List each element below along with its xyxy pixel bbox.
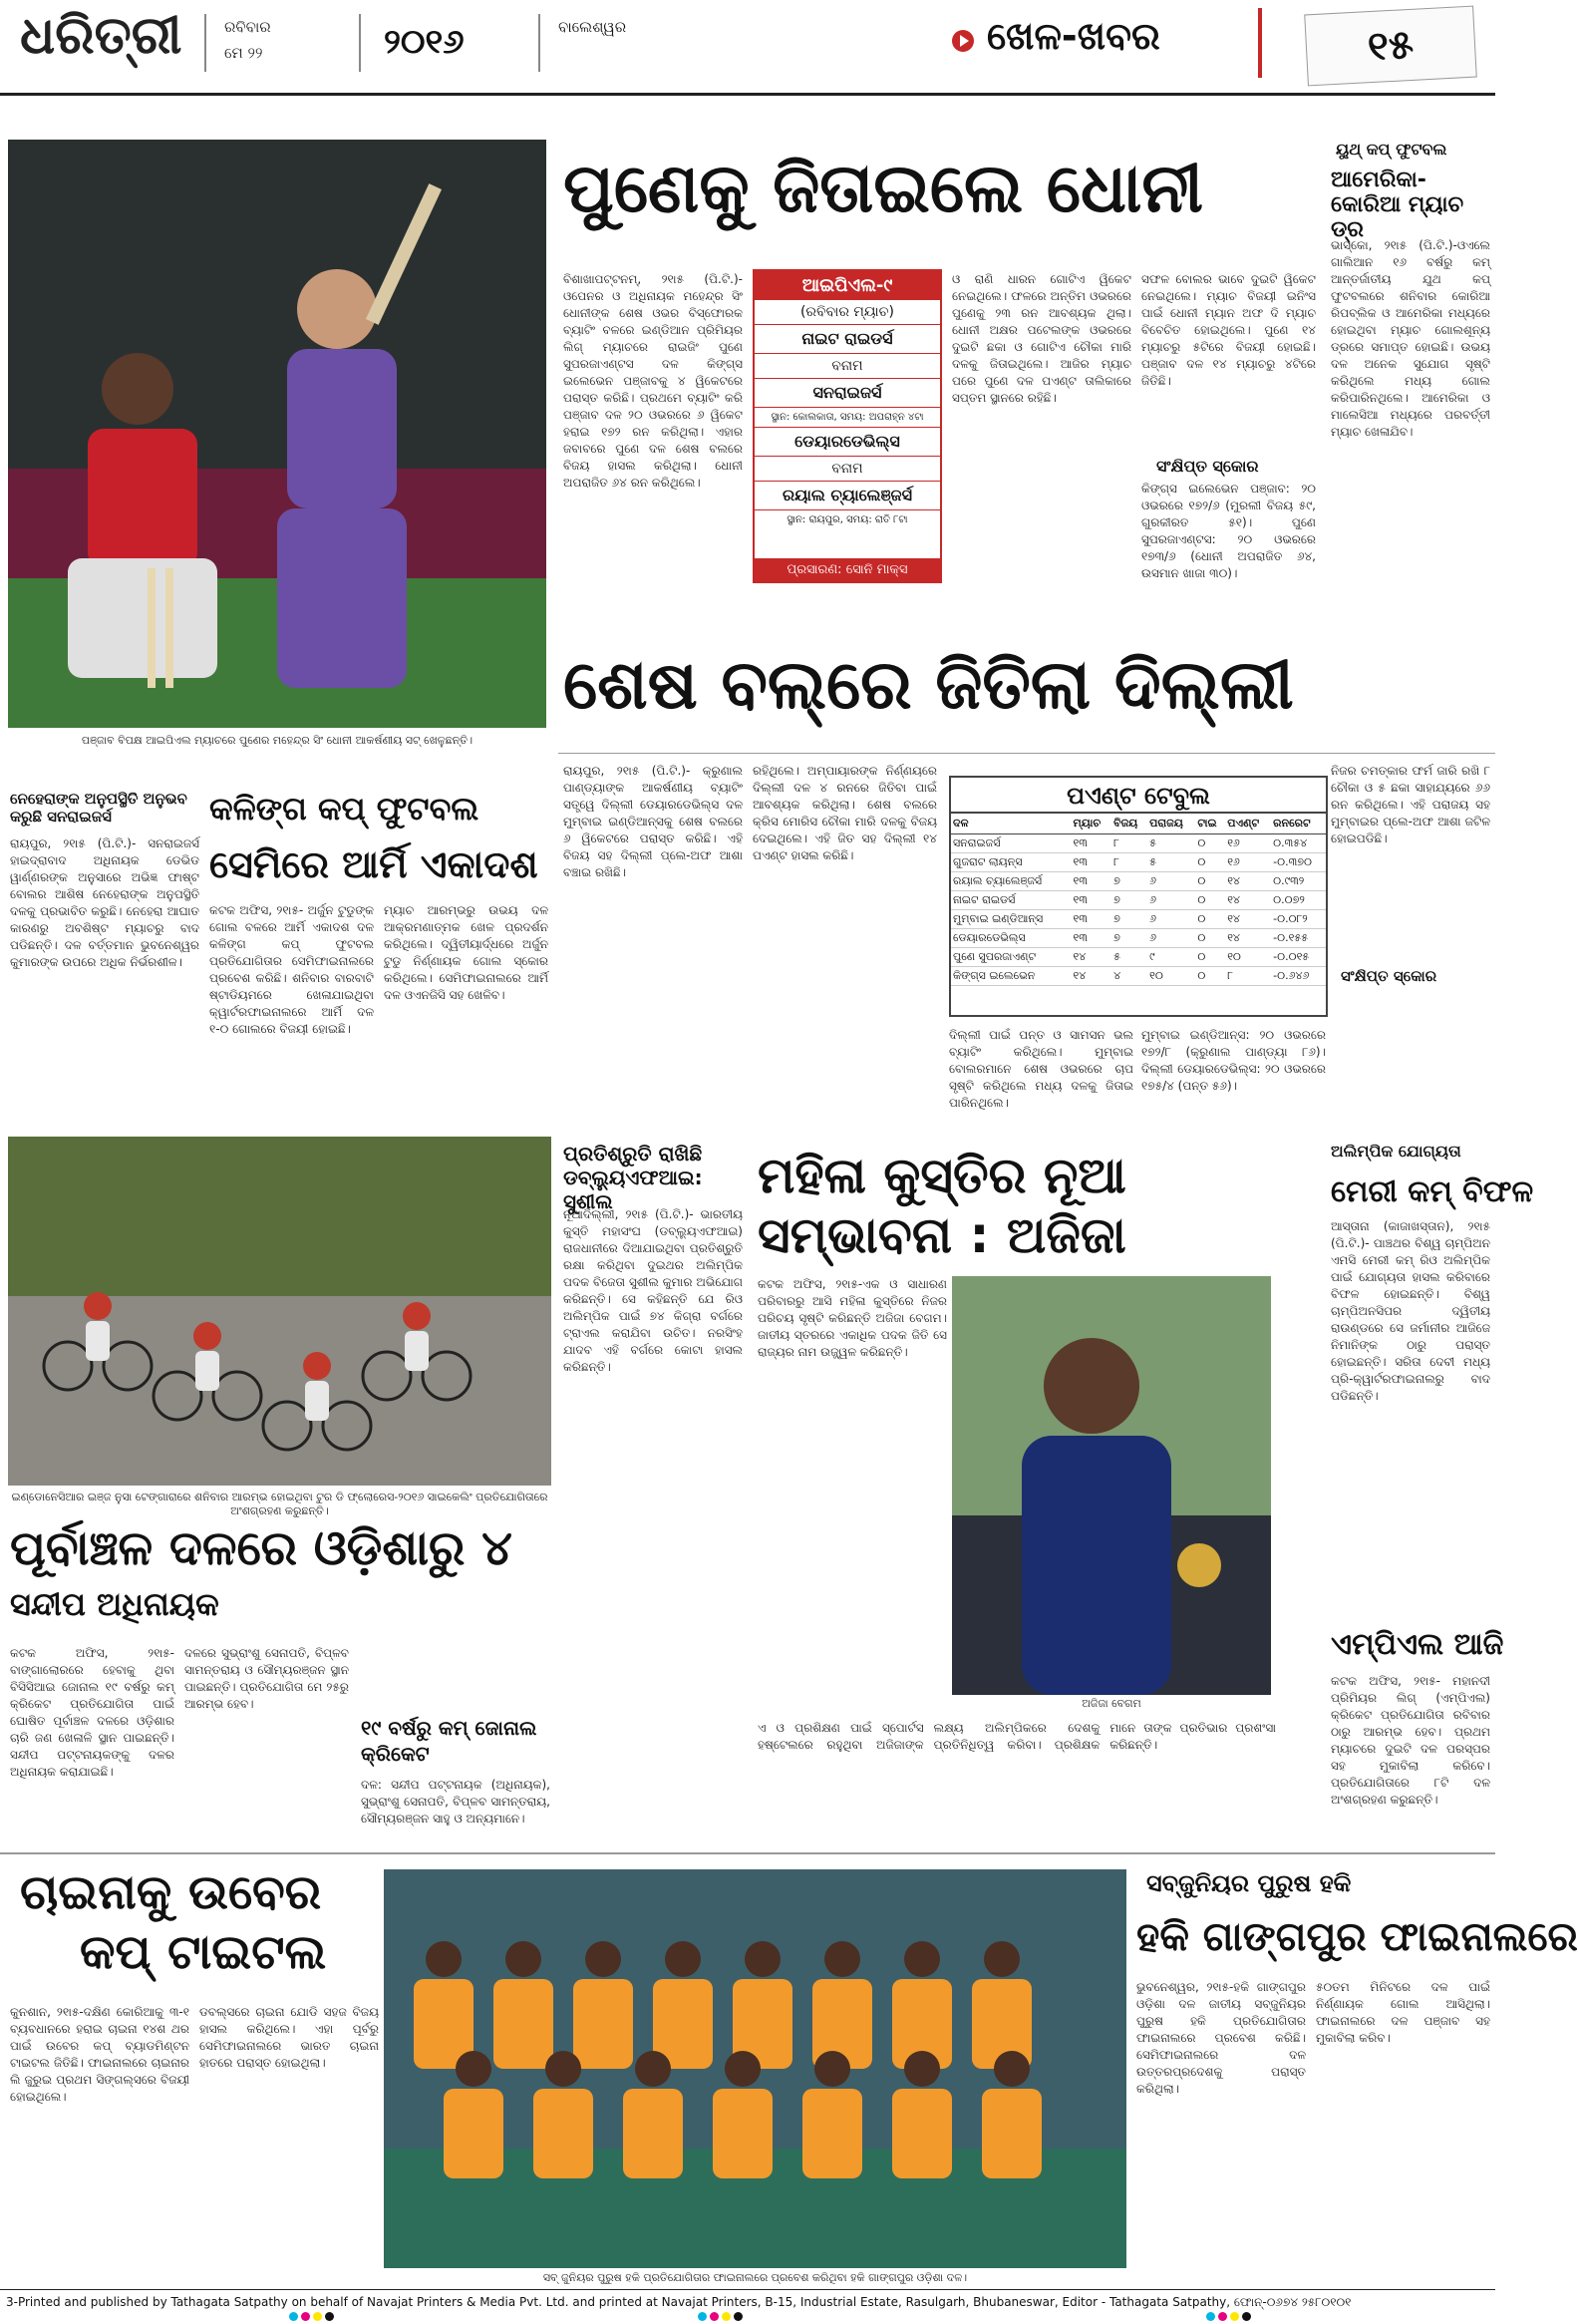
table-cell: ୧୩: [1072, 910, 1112, 929]
column-header: ପରାଜୟ: [1147, 814, 1195, 834]
youth-cup-kicker: ୟୁଥ୍‌ କପ୍‌ ଫୁଟବଲ: [1336, 140, 1447, 159]
column-header: ଟାଇ: [1195, 814, 1225, 834]
table-cell: ଡେୟାରଡେଭିଲ୍ସ: [951, 929, 1072, 948]
table-cell: ୧୬: [1225, 834, 1271, 853]
table-cell: ୦: [1195, 834, 1225, 853]
china-body-col1: କୁନଶାନ, ୨୧ା୫-ଦକ୍ଷିଣ କୋରିଆକୁ ୩-୧ ବ୍ୟବଧାନରେ ହରାଇ ଚାଇନା ୧୪ଶ ଥର ପାଇଁ ଉବେର କପ୍‌ ବ୍ୟାଡମିଣ୍ଟନ ଟାଇଟଲ ଜିତିଛି। ଫାଇନାଲରେ ଚାଇନାର ଲି ଜୁରୁଇ ପ୍ରଥମ ସିଙ୍ଗଲ୍ସରେ ବିଜୟୀ ହୋଇଥିଲେ।: [10, 2005, 189, 2104]
wfi-headline: ପ୍ରତିଶ୍ରୁତି ରାଖିଛି ଡବ୍ଲ୍ୟୁଏଫଆଇ: ସୁଶୀଲ: [563, 1142, 703, 1213]
delhi-headline: ଶେଷ ବଲ୍‌ରେ ଜିତିଲା ଦିଲ୍ଲୀ: [563, 646, 1294, 725]
eastzone-headline: ପୂର୍ବାଞ୍ଚଳ ଦଳରେ ଓଡ଼ିଶାରୁ ୪: [10, 1520, 512, 1576]
table-cell: ପୁଣେ ସୁପରଜାଏଣ୍ଟ: [951, 948, 1072, 967]
table-cell: ୧୪: [1072, 967, 1112, 986]
play-icon: [952, 30, 974, 52]
fixture-subtitle: (ରବିବାର ମ୍ୟାଚ): [755, 300, 940, 325]
table-cell: ୦: [1195, 929, 1225, 948]
main-story-col3: ସଫଳ ବୋଲର ଭାବେ ଦୁଇଟି ୱିକେଟ ନେଇଥିଲେ। ମ୍ୟାଚ ବିଜୟୀ ଇନିଂସ ପାଇଁ ଧୋନୀ ମ୍ୟାନ ଅଫ ଦି ମ୍ୟାଚ ବିବେଚିତ ହୋଇଥିଲେ। ପୁଣେ ୧୪ ମ୍ୟାଚରୁ ୫ଟିରେ ବିଜୟୀ ହୋଇଛି। ପଞ୍ଜାବ ଦଳ ୧୪ ମ୍ୟାଚରୁ ୪ଟିରେ ଜିତିଛି।: [1141, 272, 1316, 388]
table-cell: ୭: [1111, 910, 1147, 929]
day-label: ରବିବାର: [224, 18, 271, 36]
points-table: [949, 776, 1328, 1017]
table-cell: ୦: [1195, 948, 1225, 967]
table-cell: ୧୪: [1225, 929, 1271, 948]
fixture-venue: ସ୍ଥାନ: କୋଲକାତା, ସମୟ: ଅପରାହ୍ନ ୪ଟା: [755, 408, 940, 428]
fixture-team: ସନରାଇଜର୍ସ: [755, 379, 940, 408]
registration-marks: [698, 2310, 746, 2320]
olympic-kicker: ଅଲିମ୍ପିକ ଯୋଗ୍ୟତା: [1331, 1142, 1461, 1161]
page-number: ୧୫: [1304, 6, 1477, 87]
registration-marks: [289, 2310, 337, 2320]
delhi-story-col3: ଦିଲ୍ଲୀ ପାଇଁ ପନ୍ତ ଓ ସାମସନ ଭଲ ବ୍ୟାଟିଂ କରିଥିଲେ। ମୁମ୍ବାଇ ବୋଲରମାନେ ଶେଷ ଓଭରରେ ଚାପ ସୃଷ୍ଟି କରିଥିଲେ ମଧ୍ୟ ଦଳକୁ ଜିତାଇ ପାରିନଥିଲେ।: [949, 1028, 1133, 1110]
black-dot: [1242, 2312, 1251, 2321]
hockey-body-col2: ୫୦ତମ ମିନିଟରେ ଦଳ ପାଇଁ ନିର୍ଣ୍ଣାୟକ ଗୋଲ ଆସିଥିଲା। ଫାଇନାଲରେ ଦଳ ପଞ୍ଜାବ ସହ ମୁକାବିଲା କରିବ।: [1316, 1980, 1490, 2045]
table-cell: ୫: [1111, 948, 1147, 967]
fixture-team: ଡେୟାରଡେଭିଲ୍ସ: [755, 428, 940, 457]
table-cell: ରୟାଲ ଚ୍ୟାଲେଞ୍ଜର୍ସ: [951, 872, 1072, 891]
nehra-body: ରାୟପୁର, ୨୧ା୫ (ପି.ଟି.)- ସନରାଇଜର୍ସ ହାଇଦ୍ରାବାଦ ଅଧିନାୟକ ଡେଭିଡ ୱାର୍ଣ୍ଣରଙ୍କ ଅନୁସାରେ ଅଭିଜ୍ଞ ଫାଷ୍ଟ ବୋଲର ଆଶିଷ ନେହେରାଙ୍କ ଅନୁପସ୍ଥିତି ଦଳକୁ ପ୍ରଭାବିତ କରୁଛି। ନେହେରା ଆଘାତ କାରଣରୁ ଅବଶିଷ୍ଟ ମ୍ୟାଚରୁ ବାଦ ପଡିଛନ୍ତି। ଦଳ ବର୍ତ୍ତମାନ ଭୁବନେଶ୍ୱର କୁମାରଙ୍କ ଉପରେ ଅଧିକ ନିର୍ଭରଶୀଳ।: [10, 836, 199, 969]
table-cell: ୬: [1147, 910, 1195, 929]
table-cell: ୬: [1147, 891, 1195, 910]
eastzone-body-col2: ଦଳରେ ସୁଭ୍ରାଂଶୁ ସେନାପତି, ବିପ୍ଳବ ସାମନ୍ତରାୟ ଓ ସୌମ୍ୟରଞ୍ଜନ ସ୍ଥାନ ପାଇଛନ୍ତି। ପ୍ରତିଯୋଗିତା ମେ ୨୫ରୁ ଆରମ୍ଭ ହେବ।: [184, 1646, 349, 1711]
cyan-dot: [1206, 2312, 1215, 2321]
wrestling-body-col2: ଏ ଓ ପ୍ରଶିକ୍ଷଣ ପାଇଁ ସ୍ପୋର୍ଟସ ହଷ୍ଟେଲରେ ରହୁଥିବା ଅଜିଜାଙ୍କ ଲକ୍ଷ୍ୟ ଅଲିମ୍ପିକରେ ଦେଶକୁ ପ୍ରତିନିଧିତ୍ୱ କରିବା। ପ୍ରଶିକ୍ଷକ ମାନେ ତାଙ୍କ ପ୍ରତିଭାର ପ୍ରଶଂସା କରିଛନ୍ତି।: [758, 1721, 1276, 1752]
dhoni-photo-caption: ପଞ୍ଜାବ ବିପକ୍ଷ ଆଇପିଏଲ ମ୍ୟାଚରେ ପୁଣେର ମହେନ୍ଦ୍ର ସିଂ ଧୋନୀ ଆକର୍ଷଣୀୟ ସଟ୍‌ ଖେଳୁଛନ୍ତି।: [81, 734, 473, 747]
fixture-broadcast: ପ୍ରସାରଣ: ସୋନି ମାକ୍ସ: [755, 558, 940, 581]
fixture-team: ରୟାଲ ଚ୍ୟାଲେଞ୍ଜର୍ସ: [755, 482, 940, 510]
delhi-story-col1: ରାୟପୁର, ୨୧ା୫ (ପି.ଟି.)- କ୍ରୁଣାଲ ପାଣ୍ଡ୍ୟାଙ୍କ ଆକର୍ଷଣୀୟ ବ୍ୟାଟିଂ ସତ୍ତ୍ୱେ ଦିଲ୍ଲୀ ଡେୟାରଡେଭିଲ୍ସ ଦଳ ମୁମ୍ବାଇ ଇଣ୍ଡିଆନ୍ସକୁ ଶେଷ ବଲରେ ୬ ୱିକେଟରେ ପରାସ୍ତ କରିଛି। ଏହି ବିଜୟ ସହ ଦିଲ୍ଲୀ ପ୍ଲେ-ଅଫ ଆଶା ବଞ୍ଚାଇ ରଖିଛି।: [563, 764, 743, 879]
kalinga-body-col1: କଟକ ଅଫିସ, ୨୧ା୫- ଅର୍ଜୁନ ଟୁଡୁଙ୍କ ଗୋଲ ବଳରେ ଆର୍ମି ଏକାଦଶ ଦଳ କଳିଙ୍ଗ କପ୍‌ ଫୁଟବଲ ପ୍ରତିଯୋଗିତାର ସେମିଫାଇନାଲରେ ପ୍ରବେଶ କରିଛି। ଶନିବାର ବାରବାଟି ଷ୍ଟାଡିୟମରେ ଖେଳାଯାଇଥିବା କ୍ୱାର୍ଟରଫାଇନାଲରେ ଆର୍ମି ଦଳ ୧-୦ ଗୋଲରେ ବିଜୟୀ ହୋଇଛି।: [209, 903, 374, 1036]
youth-cup-headline: ଆମେରିକା-କୋରିଆ ମ୍ୟାଚ ଡ୍ର: [1331, 167, 1464, 242]
wrestler-photo: [952, 1276, 1271, 1695]
table-cell: ୦: [1195, 891, 1225, 910]
imprint-text: 3-Printed and published by Tathagata Satpathy on behalf of Navajat Printers & Media Pvt. Ltd. and printed at Navajat Printers, B-15, Industrial Estate, Rasulgarh, Bhubaneswar, Editor - Tathagata Satpathy, ଫୋନ୍‌-୦୬୭୪ ୨୫୮୦୧୦୧: [6, 2295, 1352, 2309]
table-cell: ୮: [1225, 967, 1271, 986]
main-story-col2: ଓ ରାଣି ଧାରନ ଗୋଟିଏ ୱିକେଟ ନେଇଥିଲେ। ଫଳରେ ଅନ୍ତିମ ଓଭରରେ ପୁଣେକୁ ୨୩ ରନ ଆବଶ୍ୟକ ଥିଲା। ଧୋନୀ ଅକ୍ଷର ପଟେଲଙ୍କ ଓଭରରେ ଦୁଇଟି ଛକା ଓ ଗୋଟିଏ ଚୌକା ମାରି ଦଳକୁ ଜିତାଇଥିଲେ। ଆଜିର ମ୍ୟାଚ ପରେ ପୁଣେ ଦଳ ପଏଣ୍ଟ ତାଲିକାରେ ସପ୍ତମ ସ୍ଥାନରେ ରହିଛି।: [952, 272, 1131, 405]
eastzone-subheadline: ସନ୍ଦୀପ ଅଧିନାୟକ: [10, 1585, 219, 1623]
table-cell: -୦.୦୮୨: [1271, 910, 1326, 929]
wfi-body: ନୂଆଦିଲ୍ଲୀ, ୨୧ା୫ (ପି.ଟି.)- ଭାରତୀୟ କୁସ୍ତି ମହାସଂଘ (ଡବ୍ଲ୍ୟୁଏଫଆଇ) ରାଜଧାନୀରେ ଦିଆଯାଇଥିବା ପ୍ରତିଶ୍ରୁତି ରକ୍ଷା କରିଥିବା ଦୁଇଥର ଅଲିମ୍ପିକ ପଦକ ବିଜେତା ସୁଶୀଲ କୁମାର ଅଭିଯୋଗ କରିଛନ୍ତି। ସେ କହିଛନ୍ତି ଯେ ରିଓ ଅଲିମ୍ପିକ ପାଇଁ ୭୪ କିଗ୍ରା ବର୍ଗରେ ଟ୍ରାଏଲ କରାଯିବା ଉଚିତ। ନରସିଂହ ଯାଦବ ଏହି ବର୍ଗରେ କୋଟା ହାସଲ କରିଛନ୍ତି।: [563, 1207, 743, 1374]
delhi-score-text: ମୁମ୍ବାଇ ଇଣ୍ଡିଆନ୍ସ: ୨୦ ଓଭରରେ ୧୭୨/୮ (କ୍ରୁଣାଲ ପାଣ୍ଡ୍ୟା ୮୬)। ଦିଲ୍ଲୀ ଡେୟାରଡେଭିଲ୍ସ: ୨୦ ଓଭରରେ ୧୭୫/୪ (ପନ୍ତ ୫୬)।: [1141, 1028, 1326, 1093]
china-headline-line2: କପ୍‌ ଟାଇଟଲ: [80, 1924, 327, 1980]
table-cell: ମୁମ୍ବାଇ ଇଣ୍ଡିଆନ୍ସ: [951, 910, 1072, 929]
table-row: [951, 872, 1326, 891]
column-header: ମ୍ୟାଚ: [1072, 814, 1112, 834]
wrestling-body-col1: କଟକ ଅଫିସ, ୨୧ା୫-ଏକ ଓ ସାଧାରଣ ପରିବାରରୁ ଆସି ମହିଳା କୁସ୍ତିରେ ନିଜର ପରିଚୟ ସୃଷ୍ଟି କରିଛନ୍ତି ଅଜିଜା ବେଗମ। ଜାତୀୟ ସ୍ତରରେ ଏକାଧିକ ପଦକ ଜିତି ସେ ରାଜ୍ୟର ନାମ ଉଜ୍ଜ୍ୱଳ କରିଛନ୍ତି।: [758, 1277, 947, 1359]
table-cell: ୦.୩୫୪: [1271, 834, 1326, 853]
table-cell: ୬: [1147, 929, 1195, 948]
main-story-col1: ବିଶାଖାପଟ୍ଟନମ୍‌, ୨୧ା୫ (ପି.ଟି.)- ଓପେନର ଓ ଅଧିନାୟକ ମହେନ୍ଦ୍ର ସିଂ ଧୋନୀଙ୍କ ଶେଷ ଓଭର ବିସ୍ଫୋରକ ବ୍ୟାଟିଂ ବଳରେ ଇଣ୍ଡିଆନ ପ୍ରିମିୟର ଲିଗ୍‌ ମ୍ୟାଚରେ ରାଇଜିଂ ପୁଣେ ସୁପରଜାଏଣ୍ଟସ ଦଳ କିଙ୍ଗ୍‌ସ ଇଲେଭେନ ପଞ୍ଜାବକୁ ୪ ୱିକେଟରେ ପରାସ୍ତ କରିଛି। ପ୍ରଥମେ ବ୍ୟାଟିଂ କରି ପଞ୍ଜାବ ଦଳ ୨୦ ଓଭରରେ ୬ ୱିକେଟ ହରାଇ ୧୭୨ ରନ କରିଥିଲା। ଏହାର ଜବାବରେ ପୁଣେ ଦଳ ଶେଷ ବଲରେ ବିଜୟ ହାସଲ କରିଥିଲା। ଧୋନୀ ଅପରାଜିତ ୬୪ ରନ କରିଥିଲେ।: [563, 272, 743, 490]
fixture-box-title: ଆଇପିଏଲ-୯: [755, 271, 940, 300]
black-dot: [325, 2312, 334, 2321]
table-cell: ୮: [1111, 834, 1147, 853]
table-cell: ୧୩: [1072, 853, 1112, 872]
kalinga-headline: କଳିଙ୍ଗ କପ୍‌ ଫୁଟବଲ: [209, 790, 479, 828]
table-cell: ୭: [1111, 872, 1147, 891]
table-cell: ୧୪: [1225, 872, 1271, 891]
magenta-dot: [301, 2312, 310, 2321]
table-cell: ୧୩: [1072, 929, 1112, 948]
table-cell: ୧୩: [1072, 891, 1112, 910]
table-cell: ୦.୦୭୨: [1271, 891, 1326, 910]
year-label: ୨୦୧୬: [384, 22, 465, 62]
delhi-score-title: ସଂକ୍ଷିପ୍ତ ସ୍କୋର: [1341, 967, 1437, 985]
hockey-body-col1: ଭୁବନେଶ୍ୱର, ୨୧ା୫-ହକି ଗାଙ୍ଗପୁର ଓଡ଼ିଶା ଦଳ ଜାତୀୟ ସବ୍‌ଜୁନିୟର ପୁରୁଷ ହକି ପ୍ରତିଯୋଗିତାର ଫାଇନାଲରେ ପ୍ରବେଶ କରିଛି। ସେମିଫାଇନାଲରେ ଦଳ ଉତ୍ତରପ୍ରଦେଶକୁ ପରାସ୍ତ କରିଥିଲା।: [1136, 1980, 1306, 2096]
points-table-header: [951, 814, 1326, 834]
table-cell: କିଙ୍ଗ୍‌ସ ଇଲେଭେନ: [951, 967, 1072, 986]
accent-bar: [1258, 8, 1262, 78]
table-cell: ୦.୯୩୨: [1271, 872, 1326, 891]
yellow-dot: [313, 2312, 322, 2321]
table-row: [951, 948, 1326, 967]
hockey-photo-caption: ସବ୍‌ ଜୁନିୟର ପୁରୁଷ ହକି ପ୍ରତିଯୋଗିତାର ଫାଇନାଲରେ ପ୍ରବେଶ କରିଥିବା ହକି ଗାଙ୍ଗପୁର ଓଡ଼ିଶା ଦଳ।: [542, 2271, 968, 2284]
table-cell: ନାଇଟ ରାଇଡର୍ସ: [951, 891, 1072, 910]
divider: [538, 14, 540, 72]
table-row: [951, 853, 1326, 872]
table-row: [951, 910, 1326, 929]
table-cell: ୧୪: [1225, 891, 1271, 910]
newspaper-logo: ଧରିତ୍ରୀ: [20, 6, 182, 66]
table-cell: ୦: [1195, 910, 1225, 929]
table-cell: ୦: [1195, 872, 1225, 891]
section-rule: [558, 753, 1495, 754]
table-cell: ୧୪: [1225, 910, 1271, 929]
table-cell: ୧୩: [1072, 872, 1112, 891]
divider: [359, 14, 361, 72]
table-cell: ୬: [1147, 872, 1195, 891]
table-cell: -୦.୦୧୫: [1271, 948, 1326, 967]
hockey-team-photo: [384, 1869, 1126, 2268]
table-cell: ୦: [1195, 853, 1225, 872]
main-headline: ପୁଣେକୁ ଜିତାଇଲେ ଧୋନୀ: [563, 150, 1204, 228]
table-cell: ୪: [1111, 967, 1147, 986]
yellow-dot: [722, 2312, 731, 2321]
opl-body: କଟକ ଅଫିସ, ୨୧ା୫- ମହାନଦୀ ପ୍ରିମିୟର ଲିଗ୍‌ (ଏମ୍‌ପିଏଲ) କ୍ରିକେଟ ପ୍ରତିଯୋଗିତା ରବିବାର ଠାରୁ ଆରମ୍ଭ ହେବ। ପ୍ରଥମ ମ୍ୟାଚରେ ଦୁଇଟି ଦଳ ପରସ୍ପର ସହ ମୁକାବିଲା କରିବେ। ପ୍ରତିଯୋଗିତାରେ ୮ଟି ଦଳ ଅଂଶଗ୍ରହଣ କରୁଛନ୍ତି।: [1331, 1674, 1490, 1807]
eastzone-body-col1: କଟକ ଅଫିସ, ୨୧ା୫-ବାଙ୍ଗାଲୋରରେ ହେବାକୁ ଥିବା ବିସିସିଆଇ ଜୋନାଲ ୧୯ ବର୍ଷରୁ କମ୍‌ କ୍ରିକେଟ ପ୍ରତିଯୋଗିତା ପାଇଁ ଘୋଷିତ ପୂର୍ବାଞ୍ଚଳ ଦଳରେ ଓଡ଼ିଶାର ଚାରି ଜଣ ଖେଳାଳି ସ୍ଥାନ ପାଇଛନ୍ତି। ସନ୍ଦୀପ ପଟ୍ଟନାୟକଙ୍କୁ ଦଳର ଅଧିନାୟକ କରାଯାଇଛି।: [10, 1646, 174, 1779]
section-rule: [0, 1852, 1495, 1854]
u19-box-body: ଦଳ: ସନ୍ଦୀପ ପଟ୍ଟନାୟକ (ଅଧିନାୟକ), ସୁଭ୍ରାଂଶୁ ସେନାପତି, ବିପ୍ଳବ ସାମନ୍ତରାୟ, ସୌମ୍ୟରଞ୍ଜନ ସାହୁ ଓ ଅନ୍ୟମାନେ।: [361, 1778, 550, 1826]
table-cell: ୫: [1147, 853, 1195, 872]
table-cell: ୧୩: [1072, 834, 1112, 853]
table-cell: ୭: [1111, 891, 1147, 910]
delhi-story-col4: ନିଜର ଚମତ୍କାର ଫର୍ମ ଜାରି ରଖି ୮ ଚୌକା ଓ ୫ ଛକା ସାହାଯ୍ୟରେ ୬୬ ରନ କରିଥିଲେ। ଏହି ପରାଜୟ ସହ ମୁମ୍ବାଇର ପ୍ଲେ-ଅଫ ଆଶା ଜଟିଳ ହୋଇପଡିଛି।: [1331, 764, 1490, 845]
table-row: [951, 834, 1326, 853]
kalinga-body-col2: ମ୍ୟାଚ ଆରମ୍ଭରୁ ଉଭୟ ଦଳ ଆକ୍ରମଣାତ୍ମକ ଖେଳ ପ୍ରଦର୍ଶନ କରିଥିଲେ। ଦ୍ୱିତୀୟାର୍ଦ୍ଧରେ ଅର୍ଜୁନ ଟୁଡୁ ନିର୍ଣ୍ଣାୟକ ଗୋଲ ସ୍କୋର କରିଥିଲେ। ସେମିଫାଇନାଲରେ ଆର୍ମି ଦଳ ଓଏନଜିସି ସହ ଖେଳିବ।: [384, 903, 548, 1002]
cycling-caption: ଇଣ୍ଡୋନେସିଆର ଇଞ୍ଜ ନୁସା ଟେଙ୍ଗାରାରେ ଶନିବାର ଆରମ୍ଭ ହୋଇଥିବା ଟୁର ଡି ଫ୍ଲୋରେସ-୨୦୧୬ ସାଇକେଲିଂ ପ୍ରତିଯୋଗିତାରେ ଅଂଶଗ୍ରହଣ କରୁଛନ୍ତି।: [11, 1491, 548, 1517]
table-cell: ୯: [1147, 948, 1195, 967]
section-title: ଖେଳ-ଖବର: [987, 14, 1160, 58]
kalinga-subheadline: ସେମିରେ ଆର୍ମି ଏକାଦଶ: [209, 842, 538, 886]
wrestling-headline-line2: ସମ୍ଭାବନା : ଅଜିଜା: [758, 1206, 1126, 1264]
table-cell: -୦.୧୫୫: [1271, 929, 1326, 948]
black-dot: [734, 2312, 743, 2321]
column-header: ପଏଣ୍ଟ: [1225, 814, 1271, 834]
table-cell: ୧୬: [1225, 853, 1271, 872]
date-label: ମେ ୨୨: [224, 44, 263, 62]
table-cell: ସନରାଇଜର୍ସ: [951, 834, 1072, 853]
fixture-box: [753, 269, 942, 583]
column-header: ବିଜୟ: [1111, 814, 1147, 834]
china-headline-line1: ଚାଇନାକୁ ଉବେର: [20, 1864, 322, 1920]
table-cell: ଗୁଜରାଟ ଲାୟନ୍ସ: [951, 853, 1072, 872]
olympic-body: ଆସ୍ତାନା (କାଜାଖସ୍ତାନ), ୨୧ା୫ (ପି.ଟି.)- ପାଞ୍ଚଥର ବିଶ୍ୱ ଚାମ୍ପିଅନ ଏମସି ମେରୀ କମ୍‌ ରିଓ ଅଲିମ୍ପିକ ପାଇଁ ଯୋଗ୍ୟତା ହାସଲ କରିବାରେ ବିଫଳ ହୋଇଛନ୍ତି। ବିଶ୍ୱ ଚାମ୍ପିଅନସିପର ଦ୍ୱିତୀୟ ରାଉଣ୍ଡରେ ସେ ଜର୍ମାନୀର ଆଜିଜେ ନିମାନିଙ୍କ ଠାରୁ ପରାସ୍ତ ହୋଇଛନ୍ତି। ସରିତା ଦେବୀ ମଧ୍ୟ ପ୍ରି-କ୍ୱାର୍ଟରଫାଇନାଲରୁ ବାଦ ପଡିଛନ୍ତି।: [1331, 1219, 1490, 1403]
dhoni-photo: [8, 140, 546, 728]
fixture-venue: ସ୍ଥାନ: ରାୟପୁର, ସମୟ: ରାତି ୮ଟା: [787, 514, 908, 525]
scoreboard-title: ସଂକ୍ଷିପ୍ତ ସ୍କୋର: [1156, 457, 1259, 476]
table-row: [951, 891, 1326, 910]
table-cell: -୦.୩୭୦: [1271, 853, 1326, 872]
points-table-title: ପଏଣ୍ଟ ଟେବୁଲ: [951, 778, 1326, 814]
table-row: [951, 929, 1326, 948]
nehra-headline: ନେହେରାଙ୍କ ଅନୁପସ୍ଥିତି ଅନୁଭବ କରୁଛି ସନରାଇଜର୍ସ: [10, 790, 187, 826]
table-cell: ୭: [1111, 929, 1147, 948]
cyan-dot: [289, 2312, 298, 2321]
cycling-photo: [8, 1137, 551, 1486]
table-cell: ୧୦: [1147, 967, 1195, 986]
wrestler-photo-caption: ଅଜିଜା ବେଗମ: [1082, 1697, 1141, 1710]
table-cell: ୦: [1195, 967, 1225, 986]
wrestling-headline-line1: ମହିଳା କୁସ୍ତିର ନୂଆ: [758, 1147, 1126, 1204]
hockey-kicker: ସବ୍‌ଜୁନିୟର ପୁରୁଷ ହକି: [1146, 1869, 1352, 1897]
edition-city: ବାଲେଶ୍ୱର: [558, 18, 627, 36]
fixture-vs: ବନାମ: [755, 457, 940, 482]
column-header: ରନରେଟ: [1271, 814, 1326, 834]
registration-marks: [1206, 2310, 1254, 2320]
table-cell: ୧୦: [1225, 948, 1271, 967]
table-cell: ୮: [1111, 853, 1147, 872]
scoreboard-text: କିଙ୍ଗ୍‌ସ ଇଲେଭେନ ପଞ୍ଜାବ: ୨୦ ଓଭରରେ ୧୭୨/୬ (ମୁରଲୀ ବିଜୟ ୫୯, ଗୁରକୀରତ ୫୧)। ପୁଣେ ସୁପରଜାଏଣ୍ଟସ: ୨୦ ଓଭରରେ ୧୭୩/୬ (ଧୋନୀ ଅପରାଜିତ ୬୪, ଉସମାନ ଖାଜା ୩୦)।: [1141, 482, 1316, 580]
youth-cup-body: ଭାସ୍କୋ, ୨୧ା୫ (ପି.ଟି.)-ଓଏଲେ ଗାଲିଆନ ୧୬ ବର୍ଷରୁ କମ୍‌ ଆନ୍ତର୍ଜାତୀୟ ଯୁଥ କପ୍‌ ଫୁଟବଲରେ ଶନିବାର କୋରିଆ ରିପବ୍ଲିକ ଓ ଆମେରିକା ମଧ୍ୟରେ ହୋଇଥିବା ମ୍ୟାଚ ଗୋଲଶୂନ୍ୟ ଡ୍ରରେ ସମାପ୍ତ ହୋଇଛି। ଉଭୟ ଦଳ ଅନେକ ସୁଯୋଗ ସୃଷ୍ଟି କରିଥିଲେ ମଧ୍ୟ ଗୋଲ କରିପାରିନଥିଲେ। ଆମେରିକା ଓ ମାଲେସିଆ ମଧ୍ୟରେ ପରବର୍ତ୍ତୀ ମ୍ୟାଚ ଖେଳାଯିବ।: [1331, 238, 1490, 439]
divider: [204, 14, 206, 72]
magenta-dot: [1218, 2312, 1227, 2321]
magenta-dot: [710, 2312, 719, 2321]
column-header: ଦଳ: [951, 814, 1072, 834]
china-body-col2: ଡବଲ୍ସରେ ଚାଇନା ଯୋଡି ସହଜ ବିଜୟ ହାସଲ କରିଥିଲେ। ଏହା ପୂର୍ବରୁ ସେମିଫାଇନାଲରେ ଭାରତ ଚାଇନା ହାତରେ ପରାସ୍ତ ହୋଇଥିଲା।: [199, 2005, 379, 2070]
fixture-vs: ବନାମ: [755, 354, 940, 379]
cyan-dot: [698, 2312, 707, 2321]
olympic-headline: ମେରୀ କମ୍‌ ବିଫଳ: [1331, 1174, 1534, 1209]
hockey-headline: ହକି ଗାଙ୍ଗପୁର ଫାଇନାଲରେ: [1136, 1914, 1578, 1960]
table-cell: -୦.୬୪୬: [1271, 967, 1326, 986]
table-cell: ୫: [1147, 834, 1195, 853]
table-cell: ୧୪: [1072, 948, 1112, 967]
u19-box-title: ୧୯ ବର୍ଷରୁ କମ୍‌ ଜୋନାଲ କ୍ରିକେଟ: [361, 1716, 537, 1766]
masthead: [0, 0, 1495, 96]
opl-headline: ଏମ୍‌ପିଏଲ ଆଜି: [1331, 1627, 1504, 1662]
delhi-story-col2: ରହିଥିଲେ। ଅମ୍ପାୟାରଙ୍କ ନିର୍ଣ୍ଣୟରେ ଦିଲ୍ଲୀ ଦଳ ୪ ରନରେ ଜିତିବା ପାଇଁ ଆବଶ୍ୟକ କରିଥିଲା। ଶେଷ ବଲରେ କ୍ରିସ ମୋରିସ ଚୌକା ମାରି ଦଳକୁ ବିଜୟ ଦେଇଥିଲେ। ଏହି ଜିତ ସହ ଦିଲ୍ଲୀ ୧୪ ପଏଣ୍ଟ ହାସଲ କରିଛି।: [753, 764, 937, 862]
table-row: [951, 967, 1326, 986]
fixture-team: ନାଇଟ ରାଇଡର୍ସ: [755, 325, 940, 354]
yellow-dot: [1230, 2312, 1239, 2321]
footer-imprint: [0, 2289, 1495, 2322]
